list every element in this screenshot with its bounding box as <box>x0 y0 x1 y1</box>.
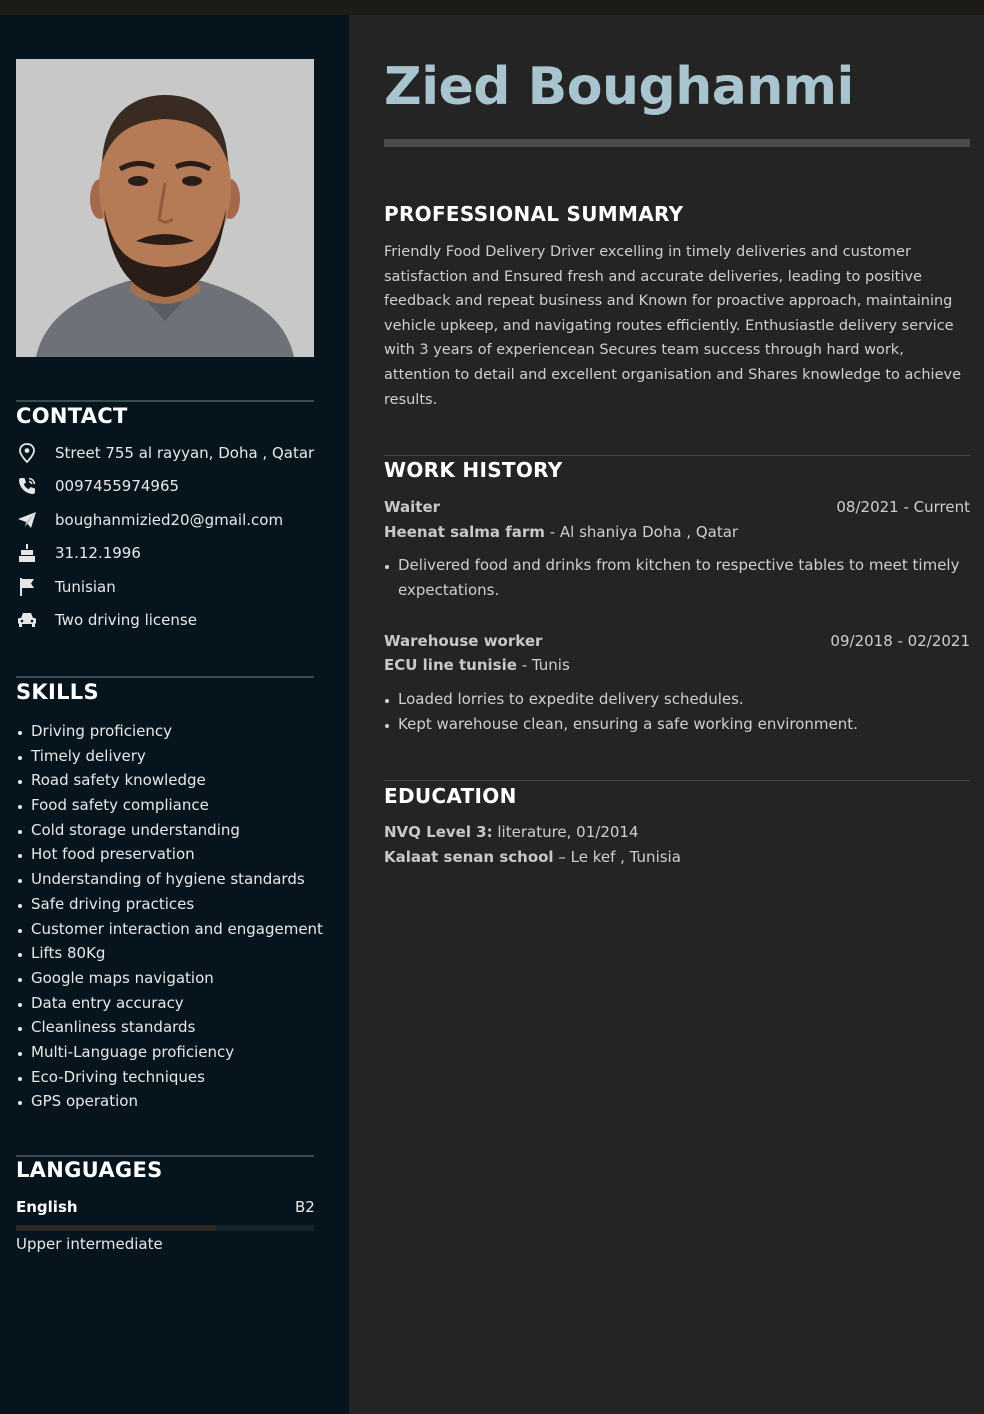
skill-item: Hot food preservation <box>16 842 323 867</box>
birthday-cake-icon <box>16 542 38 564</box>
job-employer <box>384 656 570 674</box>
degree-name: NVQ Level 3: <box>384 823 493 841</box>
car-icon <box>16 609 38 631</box>
skill-item: Food safety compliance <box>16 793 323 818</box>
job-bullets <box>384 553 970 603</box>
flag-icon <box>16 576 38 598</box>
skill-item: Timely delivery <box>16 744 323 769</box>
contact-nationality <box>16 575 116 599</box>
employer-name: ECU line tunisie <box>384 656 517 674</box>
employer-location: - Tunis <box>516 656 570 674</box>
name-underline <box>384 139 970 147</box>
employer-name: Heenat salma farm <box>384 523 545 541</box>
contact-email-text: boughanmizied20@gmail.com <box>55 511 284 529</box>
skill-item: Understanding of hygiene standards <box>16 867 323 892</box>
skills-heading: SKILLS <box>16 680 99 704</box>
contact-divider <box>16 400 314 402</box>
language-level: B2 <box>295 1198 315 1216</box>
languages-heading: LANGUAGES <box>16 1158 163 1182</box>
contact-birthdate-text: 31.12.1996 <box>55 544 141 562</box>
sidebar <box>0 15 349 1414</box>
school-name: Kalaat senan school <box>384 848 554 866</box>
school-location: – Le kef , Tunisia <box>553 848 681 866</box>
job-employer <box>384 523 738 541</box>
skill-item: Lifts 80Kg <box>16 941 323 966</box>
skill-item: Customer interaction and engagement <box>16 917 323 942</box>
employer-location: - Al shaniya Doha , Qatar <box>544 523 739 541</box>
skill-item: Driving proficiency <box>16 719 323 744</box>
skills-list <box>16 719 323 1114</box>
summary-heading: PROFESSIONAL SUMMARY <box>384 202 684 226</box>
contact-birthdate <box>16 541 141 565</box>
profile-photo <box>16 59 314 357</box>
contact-license-text: Two driving license <box>55 611 197 629</box>
contact-heading: CONTACT <box>16 404 128 428</box>
language-proficiency-fill <box>16 1225 216 1231</box>
job-bullet: Delivered food and drinks from kitchen to respective tables to meet timely expectations. <box>384 553 970 603</box>
language-proficiency-bar <box>16 1225 314 1231</box>
skill-item: Data entry accuracy <box>16 991 323 1016</box>
job-title: Waiter <box>384 498 441 516</box>
languages-divider <box>16 1155 314 1157</box>
contact-email <box>16 508 284 532</box>
work-history-heading: WORK HISTORY <box>384 458 563 482</box>
job-dates: 09/2018 - 02/2021 <box>830 632 970 650</box>
paper-plane-icon <box>16 509 38 531</box>
contact-address <box>16 441 315 465</box>
candidate-name: Zied Boughanmi <box>384 57 854 117</box>
skills-divider <box>16 676 314 678</box>
skill-item: GPS operation <box>16 1089 323 1114</box>
phone-icon <box>16 475 38 497</box>
job-title: Warehouse worker <box>384 632 543 650</box>
education-school <box>384 848 681 866</box>
education-divider <box>384 780 970 781</box>
job-bullet: Kept warehouse clean, ensuring a safe working environment. <box>384 712 970 737</box>
location-pin-icon <box>16 442 38 464</box>
skill-item: Safe driving practices <box>16 892 323 917</box>
top-strip <box>0 0 984 15</box>
contact-nationality-text: Tunisian <box>55 578 116 596</box>
skill-item: Google maps navigation <box>16 966 323 991</box>
contact-phone <box>16 474 180 498</box>
contact-address-text: Street 755 al rayyan, Doha , Qatar <box>55 444 315 462</box>
education-heading: EDUCATION <box>384 784 517 808</box>
skill-item: Multi-Language proficiency <box>16 1040 323 1065</box>
work-divider <box>384 455 970 456</box>
skill-item: Cold storage understanding <box>16 818 323 843</box>
education-degree <box>384 823 639 841</box>
skill-item: Eco-Driving techniques <box>16 1065 323 1090</box>
language-description: Upper intermediate <box>16 1235 163 1253</box>
degree-detail: literature, 01/2014 <box>492 823 639 841</box>
contact-license <box>16 608 197 632</box>
job-dates: 08/2021 - Current <box>836 498 970 516</box>
skill-item: Road safety knowledge <box>16 768 323 793</box>
skill-item: Cleanliness standards <box>16 1015 323 1040</box>
contact-phone-text: 0097455974965 <box>55 477 180 495</box>
job-bullets <box>384 687 970 737</box>
summary-text: Friendly Food Delivery Driver excelling in timely deliveries and customer satisfaction and Ensured fresh and accurate deliveries, leading to positive feedback and repeat business and Known for proactive approach, maintaining vehicle upkeep, and navigating routes efficiently. Enthusiastle delivery service with 3 years of experiencean Secures team success through hard work, attention to detail and excellent organisation and Shares knowledge to achieve results. <box>384 244 961 408</box>
main-content <box>349 15 984 1414</box>
language-name: English <box>16 1198 78 1216</box>
job-bullet: Loaded lorries to expedite delivery schedules. <box>384 687 970 712</box>
